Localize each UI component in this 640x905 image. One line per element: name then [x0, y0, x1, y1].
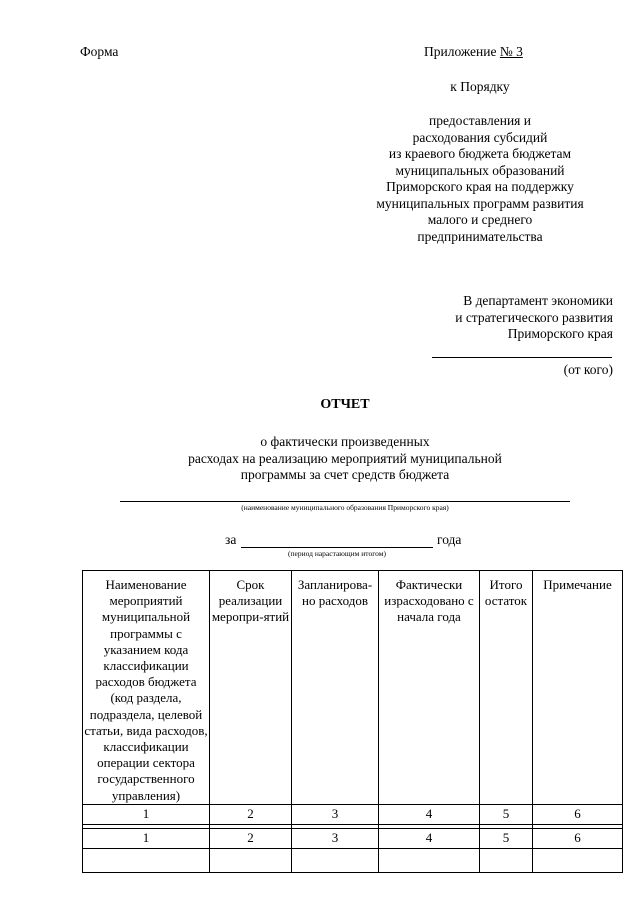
order-description — [340, 113, 620, 245]
appendix-number: № 3 — [499, 44, 523, 59]
addressee — [380, 293, 613, 343]
table-cell — [480, 848, 533, 872]
table-cell: 4 — [379, 828, 480, 848]
table-cell — [210, 848, 292, 872]
table-cell: 1 — [83, 804, 210, 824]
table-cell: 4 — [379, 804, 480, 824]
order-line: расходования субсидий — [412, 129, 548, 145]
header-cell: Срок реализации меропри-ятий — [210, 571, 292, 805]
addressee-line: В департамент экономики — [463, 293, 613, 308]
table-cell — [379, 848, 480, 872]
to-order-line: к Порядку — [450, 79, 510, 94]
period-prefix: за — [225, 532, 237, 547]
from-whom-line — [432, 357, 612, 358]
subtitle-line: программы за счет средств бюджета — [240, 467, 450, 482]
municipality-hint: (наименование муниципального образования Приморского края) — [241, 503, 449, 512]
table-cell: 5 — [480, 804, 533, 824]
table-cell: 3 — [292, 804, 379, 824]
table-row — [83, 828, 623, 848]
order-line: муниципальных образований — [395, 162, 565, 178]
report-title: ОТЧЕТ — [320, 397, 370, 412]
appendix-prefix: Приложение — [424, 44, 500, 59]
order-line: предпринимательства — [417, 228, 543, 244]
order-line: муниципальных программ развития — [376, 195, 584, 211]
from-whom-label: (от кого) — [563, 362, 613, 377]
header-cell: Фактически израсходовано с начала года — [379, 571, 480, 805]
period-suffix: года — [437, 532, 462, 547]
table-cell: 2 — [210, 828, 292, 848]
header-cell: Наименование мероприятий муниципальной программы с указанием кода классификации расходов бюджета (код раздела, подраздела, целевой статьи, вида расходов, классификации операции сектора государственного управления) — [83, 571, 210, 805]
table-cell — [83, 848, 210, 872]
period-line — [241, 547, 433, 548]
table-cell: 3 — [292, 828, 379, 848]
header-cell: Итого остаток — [480, 571, 533, 805]
subtitle-line: о фактически произведенных — [260, 434, 430, 449]
order-line: Приморского края на поддержку — [386, 179, 574, 194]
header-cell: Примечание — [533, 571, 623, 805]
addressee-line: Приморского края — [507, 326, 613, 341]
table-cell: 6 — [533, 804, 623, 824]
table-empty-row — [83, 848, 623, 872]
period-hint: (период нарастающим итогом) — [288, 549, 386, 558]
subtitle-line: расходах на реализацию мероприятий муниципальной — [188, 450, 502, 466]
table-header-row — [83, 571, 623, 805]
appendix-heading — [424, 44, 523, 61]
report-subtitle — [0, 434, 640, 484]
table-row — [83, 804, 623, 824]
order-line: малого и среднего — [427, 212, 533, 227]
header-cell: Запланирова-но расходов — [292, 571, 379, 805]
municipality-line — [120, 501, 570, 502]
addressee-line: и стратегического развития — [455, 309, 613, 325]
table-cell — [533, 848, 623, 872]
table-cell: 6 — [533, 828, 623, 848]
form-label: Форма — [80, 44, 119, 59]
table-cell: 2 — [210, 804, 292, 824]
table-cell: 1 — [83, 828, 210, 848]
table-cell — [292, 848, 379, 872]
order-line: из краевого бюджета бюджетам — [388, 146, 572, 161]
order-line: предоставления и — [429, 113, 531, 128]
report-table — [82, 570, 623, 873]
table-cell: 5 — [480, 828, 533, 848]
